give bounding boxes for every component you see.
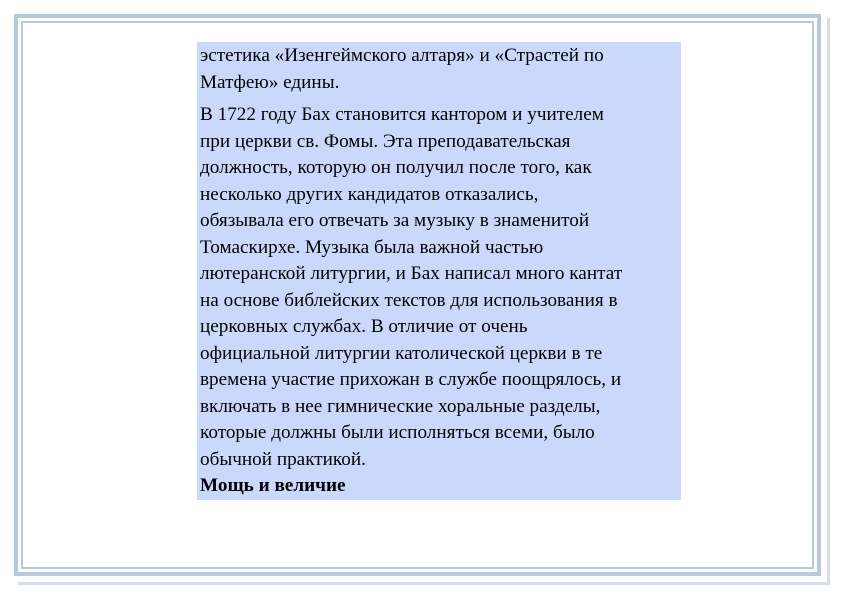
text-line: времена участие прихожан в службе поощрялось, и	[200, 369, 622, 390]
text-line: эстетика «Изенгеймского алтаря» и «Страстей по	[200, 45, 604, 66]
text-line: В 1722 году Бах становится кантором и учителем	[200, 104, 604, 125]
text-line: которые должны были исполняться всеми, было	[200, 422, 595, 443]
paragraph-bach-cantor	[200, 102, 679, 473]
text-line: на основе библейских текстов для использования в	[200, 289, 618, 311]
text-line: обычной практикой.	[200, 448, 366, 470]
text-line: включать в нее гимнические хоральные разделы,	[200, 395, 601, 417]
text-line: должность, которую он получил после того, как	[200, 157, 592, 178]
text-line: Томаскирхе. Музыка была важной частью	[200, 236, 544, 258]
text-line: обязывала его отвечать за музыку в знаменитой	[200, 210, 590, 231]
text-line: лютеранской литургии, и Бах написал много кантат	[200, 263, 623, 284]
text-line: при церкви св. Фомы. Эта преподавательская	[200, 130, 571, 152]
text-line: церковных службах. В отличие от очень	[200, 316, 528, 337]
text-block	[197, 42, 681, 500]
paragraph-continuation	[200, 43, 679, 96]
text-line: официальной литургии католической церкви в те	[200, 342, 603, 364]
text-line: несколько других кандидатов отказались,	[200, 183, 539, 205]
section-heading-text: Мощь и величие	[200, 475, 346, 496]
text-line: Матфею» едины.	[200, 71, 340, 93]
section-heading	[200, 473, 679, 500]
